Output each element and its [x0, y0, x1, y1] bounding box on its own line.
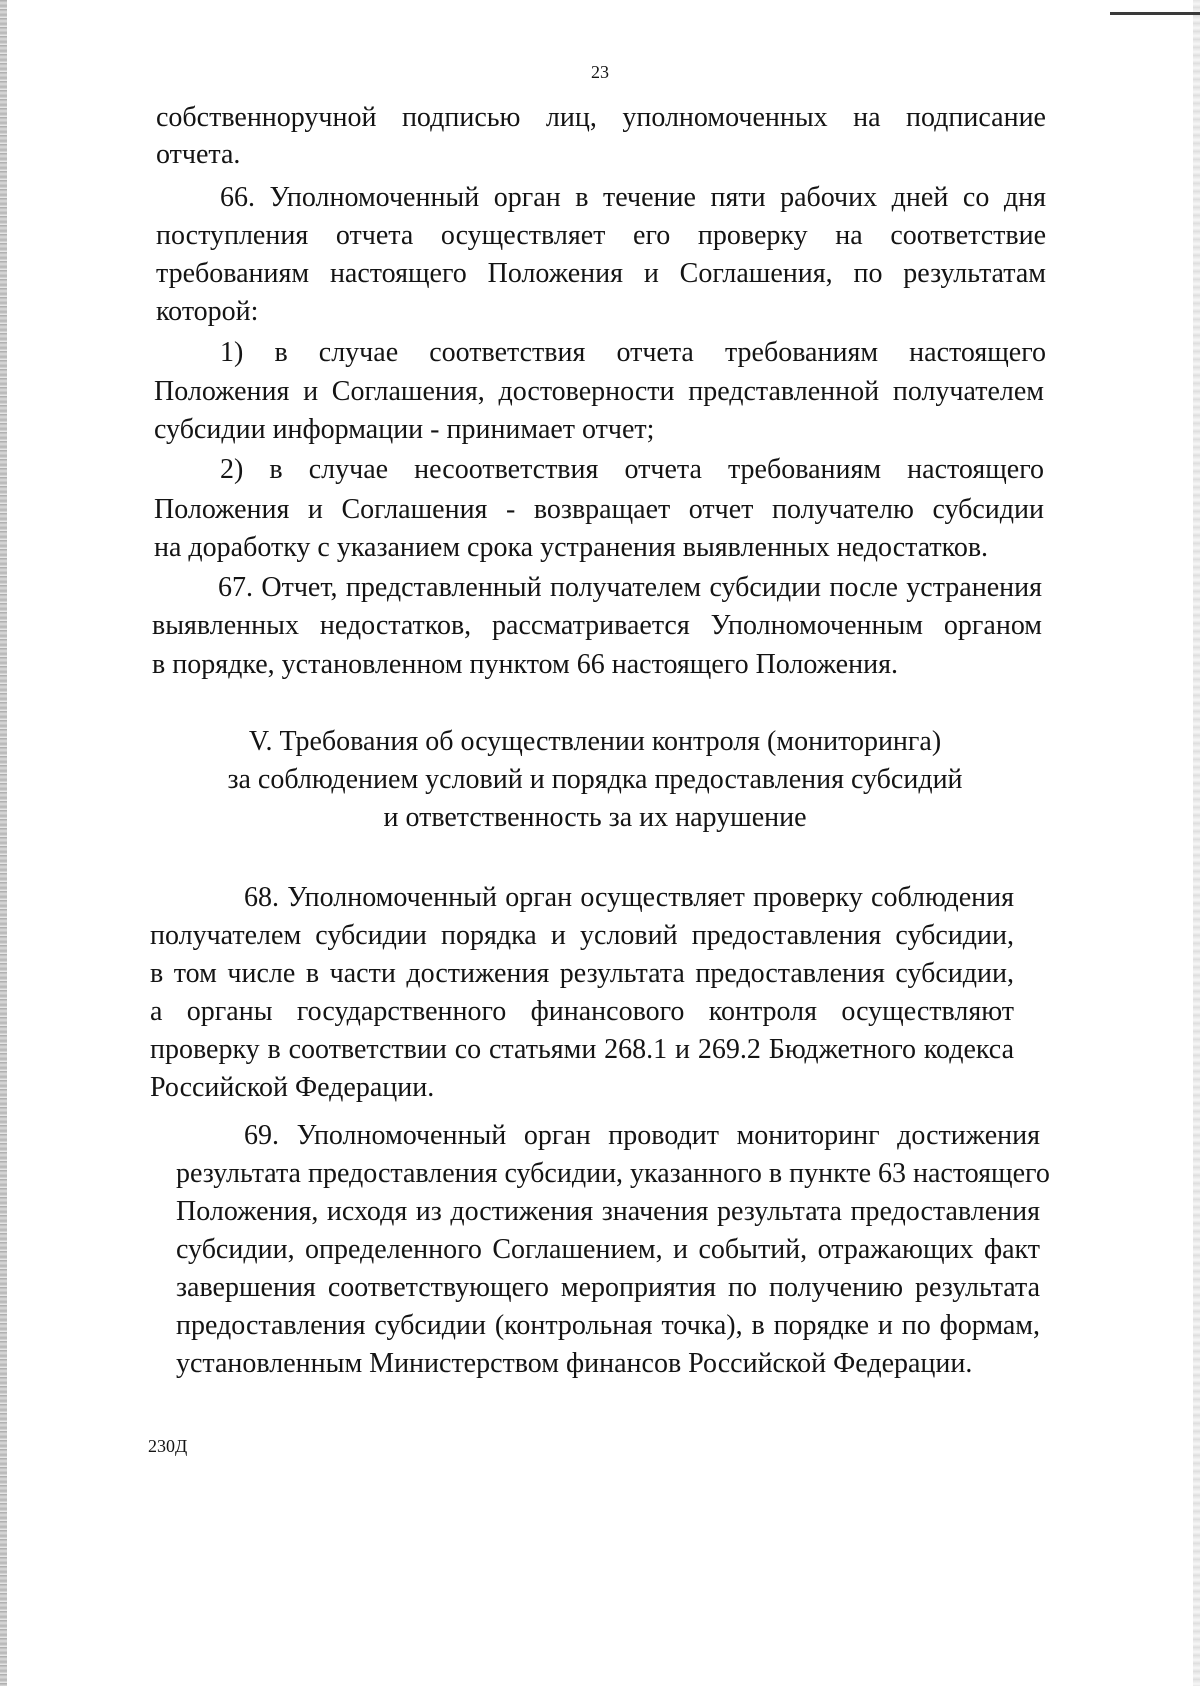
footer-document-code: 230Д — [148, 1436, 188, 1456]
text-line: получателем субсидии порядка и условий предоставления субсидии, — [150, 920, 1014, 951]
text-line: 67. Отчет, представленный получателем субсидии после устранения — [218, 572, 1042, 603]
text-line: Положения, исходя из достижения значения результата предоставления — [176, 1196, 1040, 1227]
text-line: в том числе в части достижения результата предоставления субсидии, — [150, 958, 1014, 989]
scan-edge-right — [1193, 0, 1200, 1686]
text-line: 2) в случае несоответствия отчета требованиям настоящего — [220, 454, 1044, 485]
text-line: результата предоставления субсидии, указанного в пункте 63 настоящего — [176, 1158, 1050, 1189]
text-line: выявленных недостатков, рассматривается Уполномоченным органом — [152, 610, 1042, 641]
text-line: предоставления субсидии (контрольная точка), в порядке и по формам, — [176, 1310, 1040, 1341]
text-line: в порядке, установленном пунктом 66 настоящего Положения. — [152, 649, 898, 680]
section-heading-line: и ответственность за их нарушение — [383, 802, 807, 833]
text-line: проверку в соответствии со статьями 268.1 и 269.2 Бюджетного кодекса — [150, 1034, 1014, 1065]
text-line: Положения и Соглашения - возвращает отчет получателю субсидии — [154, 494, 1044, 525]
text-line: 69. Уполномоченный орган проводит мониторинг достижения — [244, 1120, 1040, 1151]
text-line: Положения и Соглашения, достоверности представленной получателем — [154, 376, 1044, 407]
text-line: которой: — [156, 296, 259, 327]
text-line: Российской Федерации. — [150, 1072, 435, 1103]
scan-corner-mark — [1110, 0, 1200, 15]
text-line: а органы государственного финансового контроля осуществляют — [150, 996, 1014, 1027]
page-number: 23 — [591, 62, 609, 82]
text-line: субсидии информации - принимает отчет; — [154, 414, 655, 445]
text-line: 66. Уполномоченный орган в течение пяти рабочих дней со дня — [220, 182, 1046, 213]
scan-edge-left — [0, 0, 7, 1686]
text-line: 1) в случае соответствия отчета требованиям настоящего — [220, 337, 1046, 368]
text-line: 68. Уполномоченный орган осуществляет проверку соблюдения — [244, 882, 1014, 913]
text-line: поступления отчета осуществляет его проверку на соответствие — [156, 220, 1046, 251]
section-heading-line: V. Требования об осуществлении контроля (мониторинга) — [248, 726, 942, 757]
section-heading-line: за соблюдением условий и порядка предоставления субсидий — [227, 764, 963, 795]
text-line: на доработку с указанием срока устранения выявленных недостатков. — [154, 532, 989, 563]
text-line: субсидии, определенного Соглашением, и событий, отражающих факт — [176, 1234, 1040, 1265]
text-line: установленным Министерством финансов Российской Федерации. — [176, 1348, 973, 1379]
text-line: завершения соответствующего мероприятия по получению результата — [176, 1272, 1040, 1303]
text-line: собственноручной подписью лиц, уполномоченных на подписание — [156, 102, 1046, 133]
text-line: отчета. — [156, 139, 241, 170]
text-line: требованиям настоящего Положения и Соглашения, по результатам — [156, 258, 1046, 289]
